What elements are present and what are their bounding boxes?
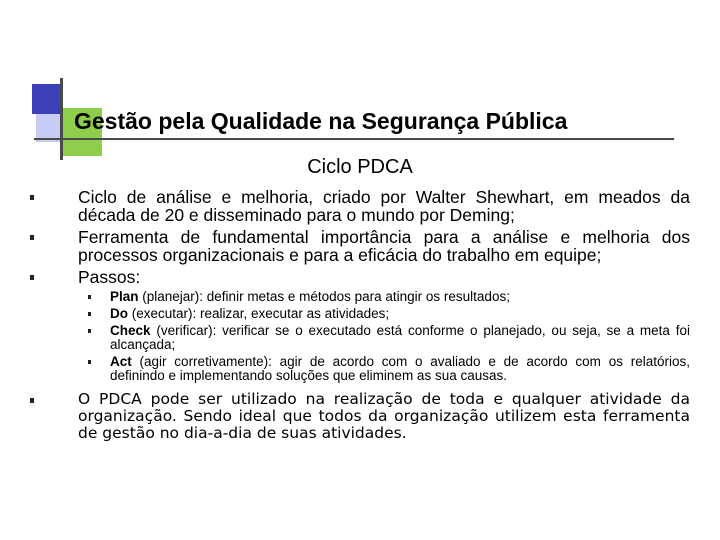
list-item bbox=[30, 188, 690, 224]
step-item bbox=[110, 355, 690, 383]
step-item bbox=[110, 290, 690, 304]
bullet-icon bbox=[88, 295, 91, 299]
step-item bbox=[110, 324, 690, 352]
list-item bbox=[30, 268, 690, 286]
list-item bbox=[30, 228, 690, 264]
bullet-text: Ciclo de análise e melhoria, criado por Walter Shewhart, em meados da década de 20 e disseminado para o mundo por Deming; bbox=[78, 187, 690, 225]
bullet-icon bbox=[30, 195, 34, 200]
step-desc: (planejar): definir metas e métodos para atingir os resultados; bbox=[138, 289, 510, 304]
steps-list bbox=[30, 290, 690, 383]
bullet-icon bbox=[88, 312, 91, 316]
decor-horizontal-rule bbox=[34, 138, 674, 140]
step-item bbox=[110, 307, 690, 321]
decor-vertical-rule bbox=[60, 78, 63, 160]
step-term: Act bbox=[110, 354, 132, 369]
step-desc: (agir corretivamente): agir de acordo com o avaliado e de acordo com os relatórios, definindo e implementando soluções que eliminem as sua causas. bbox=[110, 354, 690, 383]
bullet-icon bbox=[88, 329, 91, 333]
bullet-icon bbox=[30, 275, 34, 280]
list-item bbox=[30, 391, 690, 442]
step-desc: (verificar): verificar se o executado está conforme o planejado, ou seja, se a meta foi alcançada; bbox=[110, 323, 690, 352]
decor-square-blue bbox=[32, 84, 62, 114]
slide-subtitle: Ciclo PDCA bbox=[307, 156, 413, 178]
bullet-icon bbox=[88, 360, 91, 364]
bullet-text: O PDCA pode ser utilizado na realização de toda e qualquer atividade da organização. Sendo ideal que todos da organização utilizem esta ferramenta de gestão no dia-a-dia de suas atividades. bbox=[78, 390, 690, 442]
bullet-icon bbox=[30, 235, 34, 240]
bullet-text: Ferramenta de fundamental importância para a análise e melhoria dos processos organizacionais e para a eficácia do trabalho em equipe; bbox=[78, 227, 690, 265]
bullet-icon bbox=[30, 398, 34, 403]
step-term: Plan bbox=[110, 289, 139, 304]
bullet-text: Passos: bbox=[78, 267, 141, 287]
step-term: Do bbox=[110, 306, 128, 321]
slide-content bbox=[30, 188, 690, 446]
step-desc: (executar): realizar, executar as atividades; bbox=[128, 306, 390, 321]
step-term: Check bbox=[110, 323, 151, 338]
slide-title: Gestão pela Qualidade na Segurança Pública bbox=[74, 108, 568, 134]
